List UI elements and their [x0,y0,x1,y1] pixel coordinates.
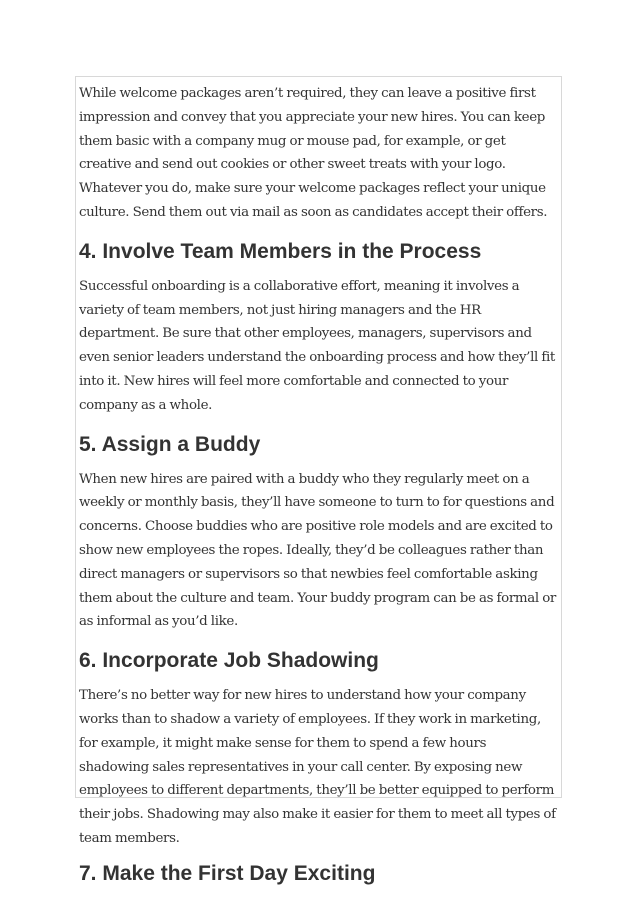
paragraph-involve-team-members: Successful onboarding is a collaborative effort, meaning it involves a variety of team members, not just hiring managers and the HR department. Be sure that other employees, managers, supervisors and even senior leaders understand the onboarding process and how they’ll fit into it. New hires will feel more comfortable and connected to your company as a whole. [79,278,555,413]
heading-job-shadowing: 6. Incorporate Job Shadowing [79,649,379,673]
paragraph-welcome-packages: While welcome packages aren’t required, they can leave a positive first impression and convey that you appreciate your new hires. You can keep them basic with a company mug or mouse pad, for example, or get creative and send out cookies or other sweet treats with your logo. Whatever you do, make sure your welcome packages reflect your unique culture. Send them out via mail as soon as candidates accept their offers. [79,86,548,220]
heading-first-day-exciting: 7. Make the First Day Exciting [79,861,376,885]
paragraph-assign-buddy: When new hires are paired with a buddy who they regularly meet on a weekly or monthly basis, they’ll have someone to turn to for questions and concerns. Choose buddies who are positive role models and are excited to show new employees the ropes. Ideally, they’d be colleagues rather than direct managers or supervisors so that newbies feel comfortable asking them about the culture and team. Your buddy program can be as formal or as informal as you’d like. [79,471,556,630]
heading-assign-buddy: 5. Assign a Buddy [79,432,261,456]
paragraph-job-shadowing: There’s no better way for new hires to understand how your company works than to shadow a variety of employees. If they work in marketing, for example, it might make sense for them to spend a few hours shadowing sales representatives in your call center. By exposing new employees to different departments, they’ll be better equipped to perform their jobs. Shadowing may also make it easier for them to meet all types of team members. [79,688,556,846]
article-content [76,77,561,888]
heading-involve-team-members: 4. Involve Team Members in the Process [79,239,482,263]
document-page [75,76,562,885]
